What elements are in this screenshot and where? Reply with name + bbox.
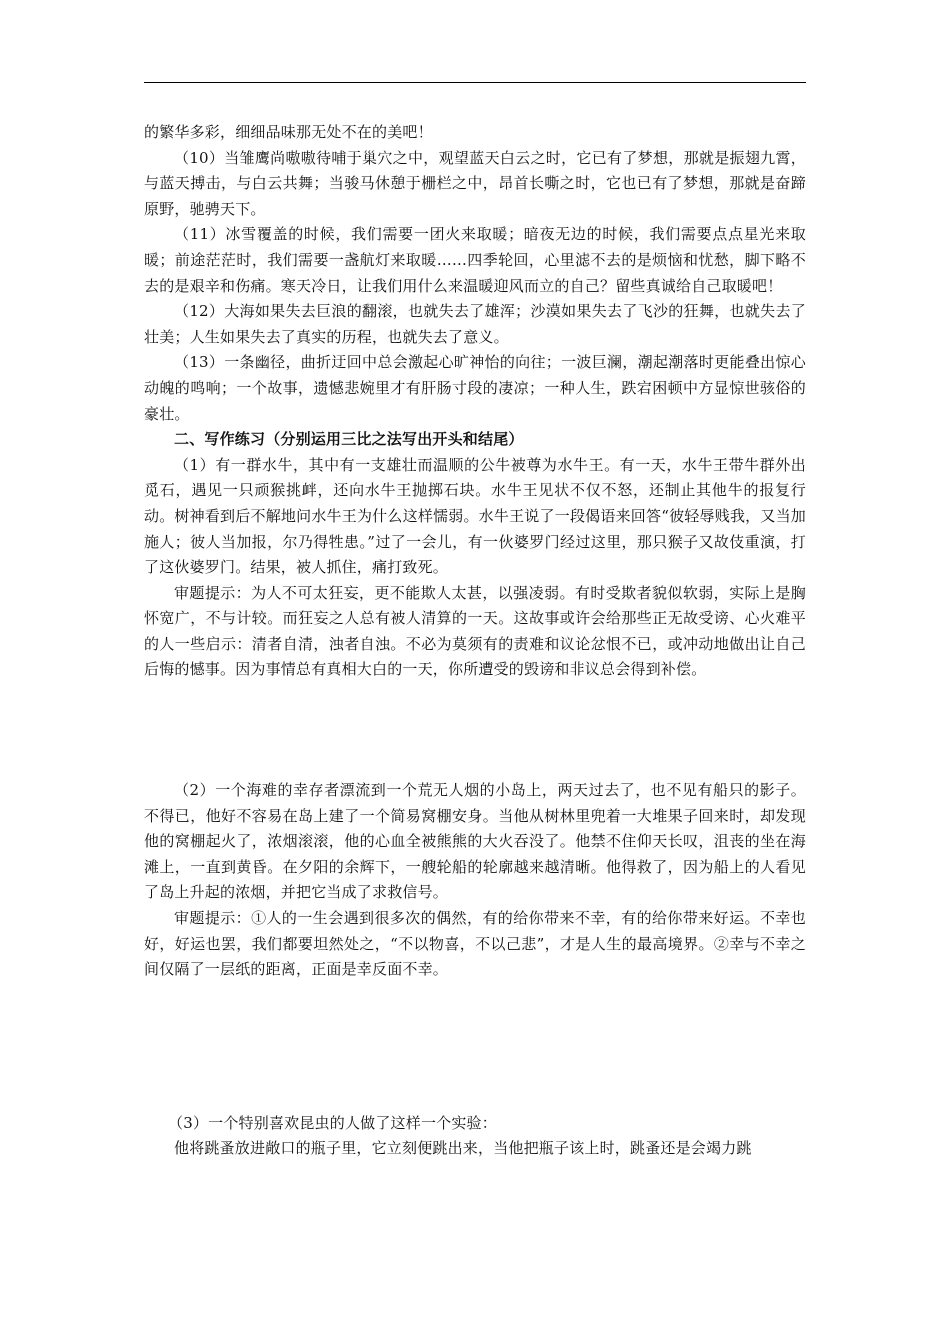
document-body [144,120,806,1162]
exercise-1: （1）有一群水牛，其中有一支雄壮而温顺的公牛被尊为水牛王。有一天，水牛王带牛群外出觅石，遇见一只顽猴挑衅，还向水牛王抛掷石块。水牛王见状不仅不怒，还制止其他牛的报复行动。树神看到后不解地问水牛王为什么这样懦弱。水牛王说了一段偈语来回答“彼轻辱贱我，又当加施人；彼人当加报，尔乃得牲患。”过了一会儿，有一伙婆罗门经过这里，那只猴子又故伎重演，打了这伙婆罗门。结果，被人抓住，痛打致死。 [144,455,806,577]
paragraph-continuation: 的繁华多彩，细细品味那无处不在的美吧！ [144,123,433,141]
exercise-1-hint: 审题提示：为人不可太狂妄，更不能欺人太甚，以强凌弱。有时受欺者貌似软弱，实际上是胸怀宽广，不与计较。而狂妄之人总有被人清算的一天。这故事或许会给那些正无故受谤、心火难平的人一些启示：清者自清，浊者自浊。不必为莫须有的责难和议论忿恨不已，或冲动地做出让自己后悔的憾事。因为事情总有真相大白的一天，你所遭受的毁谤和非议总会得到补偿。 [144,583,806,679]
section-heading: 二、写作练习（分别运用三比之法写出开头和结尾） [174,430,524,449]
header-rule [144,82,806,83]
answer-space [144,983,806,1111]
exercise-2-hint: 审题提示：①人的一生会遇到很多次的偶然，有的给你带来不幸，有的给你带来好运。不幸也好，好运也罢，我们都要坦然处之，“不以物喜，不以己悲”，才是人生的最高境界。②幸与不幸之间仅隔了一层纸的距离，正面是幸反面不幸。 [144,909,806,979]
exercise-3-text: 他将跳蚤放进敞口的瓶子里，它立刻便跳出来，当他把瓶子该上时，跳蚤还是会竭力跳 [174,1139,752,1158]
answer-space [144,683,806,778]
paragraph-13: （13）一条幽径，曲折迂回中总会激起心旷神怡的向往；一波巨澜，潮起潮落时更能叠出惊心动魄的鸣响；一个故事，遗憾悲婉里才有肝肠寸段的凄凉；一种人生，跌宕困顿中方显惊世骇俗的豪壮。 [144,353,806,423]
paragraph-12: （12）大海如果失去巨浪的翻滚，也就失去了雄浑；沙漠如果失去了飞沙的狂舞，也就失去了壮美；人生如果失去了真实的历程，也就失去了意义。 [144,302,806,346]
paragraph-11: （11）冰雪覆盖的时候，我们需要一团火来取暖；暗夜无边的时候，我们需要点点星光来取暖；前途茫茫时，我们需要一盏航灯来取暖……四季轮回，心里滤不去的是烦恼和忧愁，脚下略不去的是艰辛和伤痛。寒天冷日，让我们用什么来温暖迎风而立的自己？留些真诚给自己取暖吧！ [144,225,806,295]
paragraph-10: （10）当雏鹰尚嗷嗷待哺于巢穴之中，观望蓝天白云之时，它已有了梦想，那就是振翅九霄，与蓝天搏击，与白云共舞；当骏马休憩于栅栏之中，昂首长嘶之时，它也已有了梦想，那就是奋蹄原野，驰骋天下。 [144,148,806,218]
exercise-2: （2）一个海难的幸存者漂流到一个荒无人烟的小岛上，两天过去了，也不见有船只的影子。不得已，他好不容易在岛上建了一个简易窝棚安身。当他从树林里兜着一大堆果子回来时，却发现他的窝棚起火了，浓烟滚滚，他的心血全被熊熊的大火吞没了。他禁不住仰天长叹，沮丧的坐在海滩上，一直到黄昏。在夕阳的余辉下，一艘轮船的轮廓越来越清晰。他得救了，因为船上的人看见了岛上升起的浓烟，并把它当成了求救信号。 [144,781,806,902]
exercise-3: （3）一个特别喜欢昆虫的人做了这样一个实验： [168,1113,497,1132]
